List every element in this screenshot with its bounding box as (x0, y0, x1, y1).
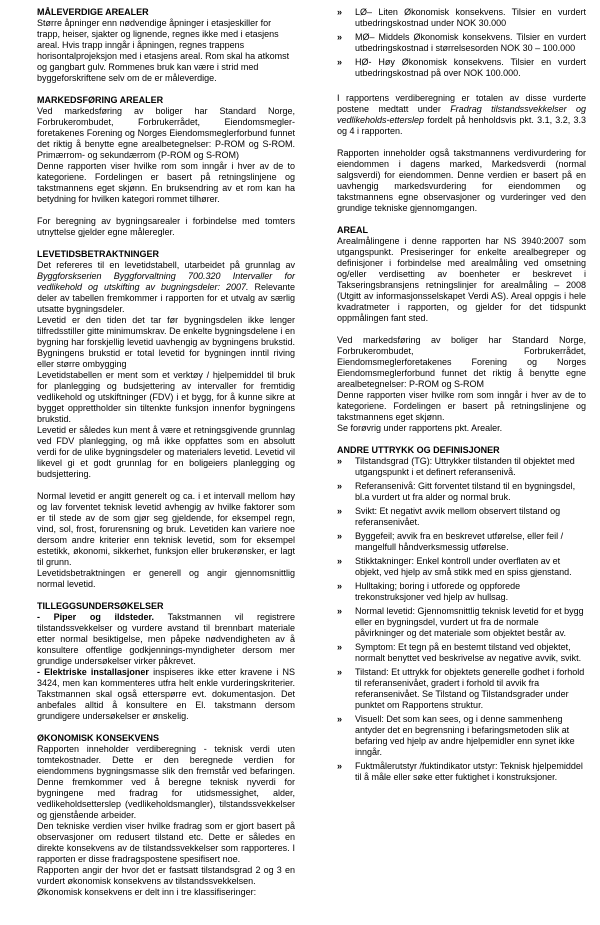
text-run: Levetidstabellen er ment som et verktøy / hjelpemiddel til bruk for planlegging og budsjettering av intervaller for fremtidig vedlikehold og utskiftninger (FDV) i et bygg, for å kunne sikre at bygget opprettholder sin tiltenkte funksjon innenfor bygningens brukstid. (37, 370, 295, 424)
text-run: MØ– Middels Økonomisk konsekvens. Tilsier en vurdert utbedringskostnad i størrelsesorden NOK 30 – 100.000 (355, 32, 586, 53)
text-run: fordelt på henholdsvis pkt. 3.1, 3.2, 3.3 og 4 i rapporten. (337, 115, 586, 136)
text-run: Byggforskserien Byggforvaltning 700.320 Intervaller for vedlikehold og utskifting av bugningsdeler: 2007. (37, 271, 295, 292)
text-run: Takstmannen vil registrere tilstandssvekkelser og vurdere avstand til brennbart materiale etter normal besiktigelse, men påpeke nødvendigheten av å konsultere offentlige godkjennings-myndigheter dersom mer grundige undersøkelser virker påkrevet. (37, 612, 295, 666)
text-run: Rapporten inneholder også takstmannens verdivurdering for eiendommen i dagens marked, Markedsverdi (normal salgsverdi) for eiendommen. Denne verdien er basert på en uavhengig markedsvurdering for eiendommen og takstmannens egne observasjoner og vurderinger ved den grundige tekniske gjennomgangen. (337, 148, 586, 213)
bullet-list (337, 7, 586, 79)
text-run: Arealmålingene i denne rapporten har NS 3940:2007 som utgangspunkt. Presiseringer for enkelte arealbegreper og definisjoner i forbindelse med arealmåling ved omsetning og/eller verdisetting av boenheter er beskrevet i Takseringsbransjens retningslinjer for arealmåling – 2008 (Utgitt av informasjonsselskapet Verdi AS). Areal oppgis i hele kvadratmeter i rapporten, og gjelder for det tidspunkt oppmålingen fant sted. (337, 236, 586, 323)
bullet-item (337, 506, 586, 528)
text-run: Denne rapporten viser hvilke rom som inngår i hver av de to kategoriene. Fordelingen er basert på retningslinjene og takstmannens eget skjønn. En bruksendring av et rom kan ha betydning for hvilken kategori rommet tilhører. (37, 161, 295, 204)
section-heading: AREAL (337, 225, 368, 235)
text-run: Normal levetid er angitt generelt og ca. i et intervall mellom høy og lav forventet teknisk levetid avhengig av hvilke faktorer som er til stede av de som gjør seg gjeldende, for eksempel regn, vind, sol, frost, forurensning og bruk. Levetiden kan variere noe dersom andre kriterier enn teknisk levetid, som for eksempel estetikk, økonomi, sikkerhet, funksjon eller brukerønsker, er lagt til grunn. (37, 491, 295, 567)
text-run: Ved markedsføring av boliger har Standard Norge, Forbrukerombudet, Forbrukerrådet, Eiendomsmegler-foretakenes Forening og Norges Eiendomsmeglerforbund funnet det riktig å benytte egne arealbetegnelser: P-ROM og S-ROM. Primærrom- og sekundærrom (P-ROM og S-ROM) (37, 106, 295, 160)
paragraph (37, 216, 295, 238)
left-column (37, 7, 295, 898)
paragraph (337, 335, 586, 390)
text-run: Svikt: Et negativt avvik mellom observert tilstand og referansenivået. (355, 506, 561, 527)
paragraph-spacer (37, 84, 295, 95)
paragraph (37, 865, 295, 887)
bullet-item (337, 531, 586, 553)
paragraph-spacer (37, 480, 295, 491)
bullet-marker-icon: » (337, 481, 343, 491)
section-heading: TILLEGGSUNDERSØKELSER (37, 601, 164, 611)
text-run: Levetid er den tiden det tar før bygningsdelen ikke lenger tilfredsstiller gitte minimumskrav. De enkelte bygningsdelene i en bygning har forskjellig levetid uavhengig av bygningens brukstid. Bygningens brukstid er total levetid for bygningen inntil riving eller større ombygging (37, 315, 295, 369)
text-run: - Piper og ildsteder. (37, 612, 155, 622)
text-run: Rapporten angir der hvor det er fastsatt tilstandsgrad 2 og 3 en vurdert økonomisk konsekvens av tilstandssvekkelsen. (37, 865, 295, 886)
paragraph (337, 236, 586, 324)
bullet-marker-icon: » (337, 606, 343, 616)
paragraph (337, 93, 586, 137)
paragraph (37, 106, 295, 161)
paragraph-spacer (337, 324, 586, 335)
section-heading: ØKONOMISK KONSEKVENS (37, 733, 160, 743)
bullet-item (337, 57, 586, 79)
bullet-item (337, 667, 586, 711)
bullet-item (337, 32, 586, 54)
bullet-text (355, 642, 586, 664)
text-run: HØ- Høy Økonomisk konsekvens. Tilsier en vurdert utbedringskostnad på over NOK 100.000. (355, 57, 586, 78)
bullet-text (355, 581, 586, 603)
text-run: Hulltaking; boring i utforede og oppforede trekonstruksjoner ved hjelp av hullsag. (355, 581, 521, 602)
bullet-marker-icon: » (337, 714, 343, 724)
paragraph (37, 370, 295, 425)
paragraph-spacer (37, 590, 295, 601)
text-run: Ved markedsføring av boliger har Standard Norge, Forbrukerombudet, Forbrukerrådet, Eiendomsmeglerforetakenes Forening og Norges Eiendomsmeglerforbund funnet det riktig å benytte egne arealbetegnelser: P-ROM og S-ROM (337, 335, 586, 389)
bullet-marker-icon: » (337, 506, 343, 516)
text-run: Tilstandsgrad (TG): Uttrykker tilstanden til objektet med utgangspunkt i et definert referansenivå. (355, 456, 575, 477)
paragraph (337, 148, 586, 214)
paragraph-spacer (337, 82, 586, 93)
bullet-text (355, 667, 586, 711)
text-run: Levetidsbetraktningen er generell og angir gjennomsnittlig normal levetid. (37, 568, 295, 589)
bullet-item (337, 481, 586, 503)
text-run: Referansenivå: Gitt forventet tilstand til en bygningsdel, bl.a vurdert ut fra alder og normal bruk. (355, 481, 576, 502)
text-run: Fuktmålerutstyr /fuktindikator utstyr: Teknisk hjelpemiddel til å måle eller søke etter fuktighet i konstruksjoner. (355, 761, 583, 782)
text-run: Denne rapporten viser hvilke rom som inngår i hver av de to kategoriene. Fordelingen er basert på retningslinjene og takstmannens eget skjønn. (337, 390, 586, 422)
text-run: Rapporten inneholder verdiberegning - teknisk verdi uten tomtekostnader. Dette er den beregnede verdien for eiendommens bygningsmasse slik den fremstår ved befaringen. Denne fremkommer ved å beregne teknisk nyverdi for bygningene med fradrag for utidsmessighet, alder, vedlikeholdsetterslep (vedlikeholdsmangler), tilstandssvekkelser og gjenstående arbeider. (37, 744, 295, 820)
bullet-marker-icon: » (337, 642, 343, 652)
paragraph (337, 423, 586, 434)
paragraph-spacer (337, 137, 586, 148)
text-run: Normal levetid: Gjennomsnittlig teknisk levetid for et bygg eller en bygningsdel, vurdert ut fra de normale påvirkninger og det materiale som objektet består av. (355, 606, 584, 638)
section-heading: MARKEDSFØRING AREALER (37, 95, 164, 105)
bullet-text (355, 606, 586, 639)
bullet-item (337, 581, 586, 603)
paragraph (37, 612, 295, 667)
bullet-list (337, 456, 586, 783)
text-run: Større åpninger enn nødvendige åpninger i etasjeskiller for trapp, heiser, sjakter og lignende, regnes ikke med i etasjens areal. Hvis trapp inngår i åpningen, regnes trappens horisontalprojeksjon med i etasjens areal. Rom skal ha atkomst og gangbart gulv. Rommenes bruk kan være i strid med byggeforskriftene selv om de er måleverdige. (37, 18, 290, 83)
bullet-item (337, 556, 586, 578)
paragraph (37, 568, 295, 590)
text-run: inspiseres ikke etter kravene i NS 3424, men kan kommenteres utfra helt enkle vurderingskriterier. Takstmannen skal også etterspørre evt. dokumentasjon. Det anbefales alltid å konsultere en El. takstmann dersom grundigere undersøkelser er ønskelig. (37, 667, 295, 721)
paragraph-spacer (37, 238, 295, 249)
text-run: I rapportens verdiberegning er totalen av disse vurderte postene medtatt under (337, 93, 586, 114)
text-run: Den tekniske verdien viser hvilke fradrag som er gjort basert på observasjoner om redusert tilstand etc. Dette er således en direkte konsekvens av de tilstandssvekkelser som rapporteres. I rapporten er disse fradragspostene spesifisert noe. (37, 821, 295, 864)
bullet-marker-icon: » (337, 32, 343, 42)
text-run: Stikktakninger: Enkel kontroll under overflaten av et objekt, ved hjelp av små stikk med en spiss gjenstand. (355, 556, 572, 577)
bullet-marker-icon: » (337, 531, 343, 541)
bullet-text (355, 7, 586, 29)
paragraph (37, 425, 295, 480)
bullet-marker-icon: » (337, 667, 343, 677)
bullet-marker-icon: » (337, 57, 343, 67)
section-heading: ANDRE UTTRYKK OG DEFINISJONER (337, 445, 500, 455)
text-run: Det refereres til en levetidstabell, utarbeidet på grunnlag av (37, 260, 295, 270)
bullet-marker-icon: » (337, 7, 343, 17)
bullet-marker-icon: » (337, 761, 343, 771)
text-run: Byggefeil; avvik fra en beskrevet utførelse, eller feil / mangelfull håndverksmessig utførelse. (355, 531, 564, 552)
paragraph (337, 390, 586, 423)
bullet-item (337, 456, 586, 478)
paragraph (37, 667, 295, 722)
bullet-text (355, 456, 586, 478)
paragraph (37, 260, 295, 315)
section-heading: LEVETIDSBETRAKTNINGER (37, 249, 160, 259)
paragraph-spacer (337, 214, 586, 225)
text-run: Fradrag tilstandssvekkelser og vedlikeholds-etterslep (337, 104, 586, 125)
bullet-text (355, 761, 586, 783)
paragraph-spacer (337, 434, 586, 445)
paragraph-spacer (37, 722, 295, 733)
text-run: Visuell: Det som kan sees, og i denne sammenheng antyder det en begrensning i befaringsmetoden slik at befaring ved hjelp av andre hjelpemidler enn synet ikke inngår. (355, 714, 575, 757)
paragraph (37, 315, 295, 370)
right-column (337, 7, 586, 786)
text-run: Levetid er således kun ment å være et retningsgivende grunnlag ved FDV planlegging, og må ikke oppfattes som en absolutt verdi for de ulike bygningsdeler og materialers levetid. Levetid vil likevel gi et godt grunnlag for en boligeiers planlegging og budsjettering. (37, 425, 295, 479)
text-run: Økonomisk konsekvens er delt inn i tre klassifiseringer: (37, 887, 257, 897)
bullet-item (337, 761, 586, 783)
bullet-text (355, 506, 586, 528)
paragraph-spacer (37, 205, 295, 216)
paragraph (37, 744, 295, 821)
text-run: Relevante deler av tabellen fremkommer i rapporten for et utvalg av særlig utsatte bygningsdeler. (37, 282, 295, 314)
bullet-item (337, 7, 586, 29)
bullet-marker-icon: » (337, 581, 343, 591)
text-run: For beregning av bygningsarealer i forbindelse med tomters utnyttelse gjelder egne måleregler. (37, 216, 295, 237)
paragraph (37, 491, 295, 568)
bullet-text (355, 57, 586, 79)
bullet-item (337, 714, 586, 758)
paragraph (37, 887, 295, 898)
bullet-item (337, 606, 586, 639)
text-run: Tilstand: Et uttrykk for objektets generelle godhet i forhold til referansenivået, gradert i forhold til avvik fra referansenivået. Se Tilstand og Tilstandsgrader under punktet om Rapportens struktur. (355, 667, 585, 710)
paragraph (37, 821, 295, 865)
paragraph (37, 161, 295, 205)
text-run: LØ– Liten Økonomisk konsekvens. Tilsier en vurdert utbedringskostnad under NOK 30.000 (355, 7, 586, 28)
bullet-marker-icon: » (337, 456, 343, 466)
section-heading: MÅLEVERDIGE AREALER (37, 7, 149, 17)
bullet-text (355, 481, 586, 503)
bullet-text (355, 32, 586, 54)
text-run: Symptom: Et tegn på en bestemt tilstand ved objektet, normalt benyttet ved beskrivelse av negative avvik, svikt. (355, 642, 582, 663)
paragraph (37, 18, 295, 84)
text-run: Se forøvrig under rapportens pkt. Arealer. (337, 423, 503, 433)
bullet-item (337, 642, 586, 664)
text-run: - Elektriske installasjoner (37, 667, 149, 677)
bullet-marker-icon: » (337, 556, 343, 566)
bullet-text (355, 714, 586, 758)
bullet-text (355, 531, 586, 553)
bullet-text (355, 556, 586, 578)
